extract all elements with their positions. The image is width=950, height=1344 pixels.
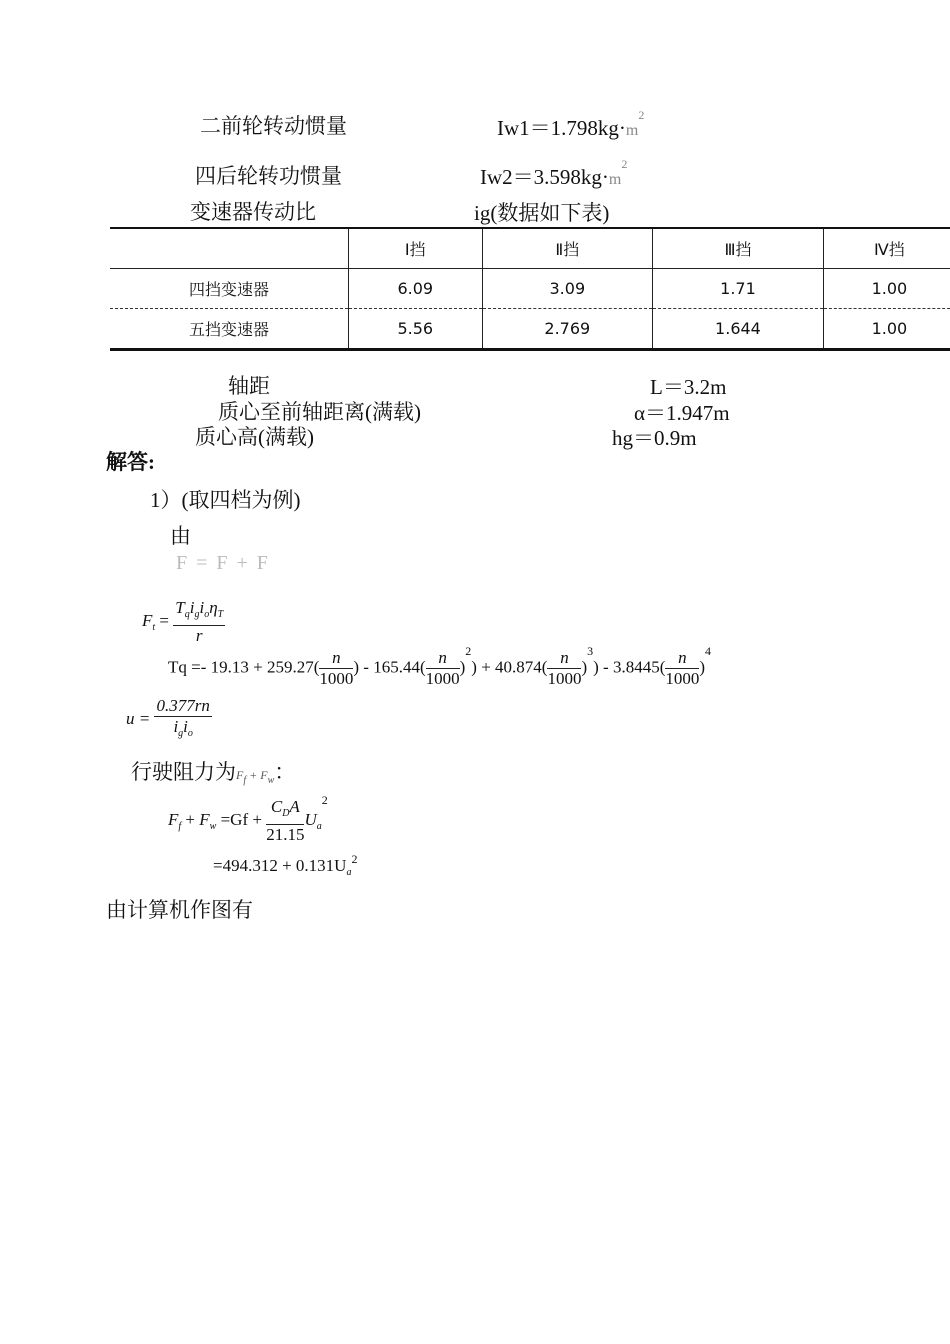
resistance-label: 行驶阻力为$F_f + F_w$： (131, 760, 296, 786)
table-cell: 四挡变速器 (110, 269, 349, 309)
traction-force-formula: $F_t$ = $\frac{T_qi_gi_o\eta_T}{r}$ (142, 598, 224, 645)
traction-fraction: $\frac{T_qi_gi_o\eta_T}{r}$ (175, 598, 224, 645)
cg-front-value: α＝1.947m (634, 401, 730, 425)
table-cell: 2.769 (482, 309, 653, 350)
front-inertia-label: 二前轮转动惯量 (200, 114, 347, 138)
rear-inertia-label: 四后轮转功惯量 (195, 164, 342, 188)
table-row (110, 269, 950, 309)
speed-formula: u = $\frac{0.377rn}{i_gi_o}$ (126, 696, 210, 739)
table-cell: 6.09 (349, 269, 483, 309)
gear-ratio-table (110, 227, 950, 351)
table-cell: 五挡变速器 (110, 309, 349, 350)
wheelbase-value: L＝3.2m (650, 375, 727, 399)
header-cell (110, 228, 349, 269)
table-header-row (110, 228, 950, 269)
solution-step-1: 1）(取四档为例) (150, 488, 301, 512)
torque-formula: Tq =- 19.13 + 259.27( $\frac{n}{1000}$ ) - 165.44( $\frac{n}{1000}$ )$^2$) + 40.874( $\frac{n}{1000}$ )$^3$) - 3.8445( $\frac{n}{1000}$ )$^4$ (168, 644, 712, 688)
resistance-equation-1: $F_f + F_w =Gf$ + $\frac{C_DA}{21.15}$ $U_a^2$ (168, 793, 328, 844)
cg-height-label: 质心高(满载) (195, 425, 314, 449)
ratio-label: 变速器传动比 (190, 200, 316, 224)
solution-heading: 解答: (106, 450, 155, 474)
resistance-equation-2: $=494.312 + 0.131U_a^2$ (213, 852, 358, 878)
ratio-value: ig(数据如下表) (474, 201, 610, 225)
solution-by: 由 (170, 524, 191, 548)
table-cell: 1.00 (823, 269, 950, 309)
wheelbase-label: 轴距 (228, 374, 270, 398)
plot-note: 由计算机作图有 (106, 898, 253, 922)
rear-inertia-value: $Iw2=3.598kg\cdot m^2$ (480, 157, 628, 189)
front-inertia-value: $Iw1=1.798kg\cdot m^2$ (497, 108, 645, 140)
blurred-equation: F = F + F (176, 552, 270, 574)
table-cell: 1.71 (653, 269, 824, 309)
cg-front-label: 质心至前轴距离(满载) (218, 400, 421, 424)
table-cell: 1.644 (653, 309, 824, 350)
cg-height-value: hg＝0.9m (612, 426, 697, 450)
header-cell: Ⅳ挡 (823, 228, 950, 269)
header-cell: Ⅰ挡 (349, 228, 483, 269)
header-cell: Ⅲ挡 (653, 228, 824, 269)
table-cell: 1.00 (823, 309, 950, 350)
table-cell: 3.09 (482, 269, 653, 309)
header-cell: Ⅱ挡 (482, 228, 653, 269)
table-row (110, 309, 950, 350)
table-cell: 5.56 (349, 309, 483, 350)
